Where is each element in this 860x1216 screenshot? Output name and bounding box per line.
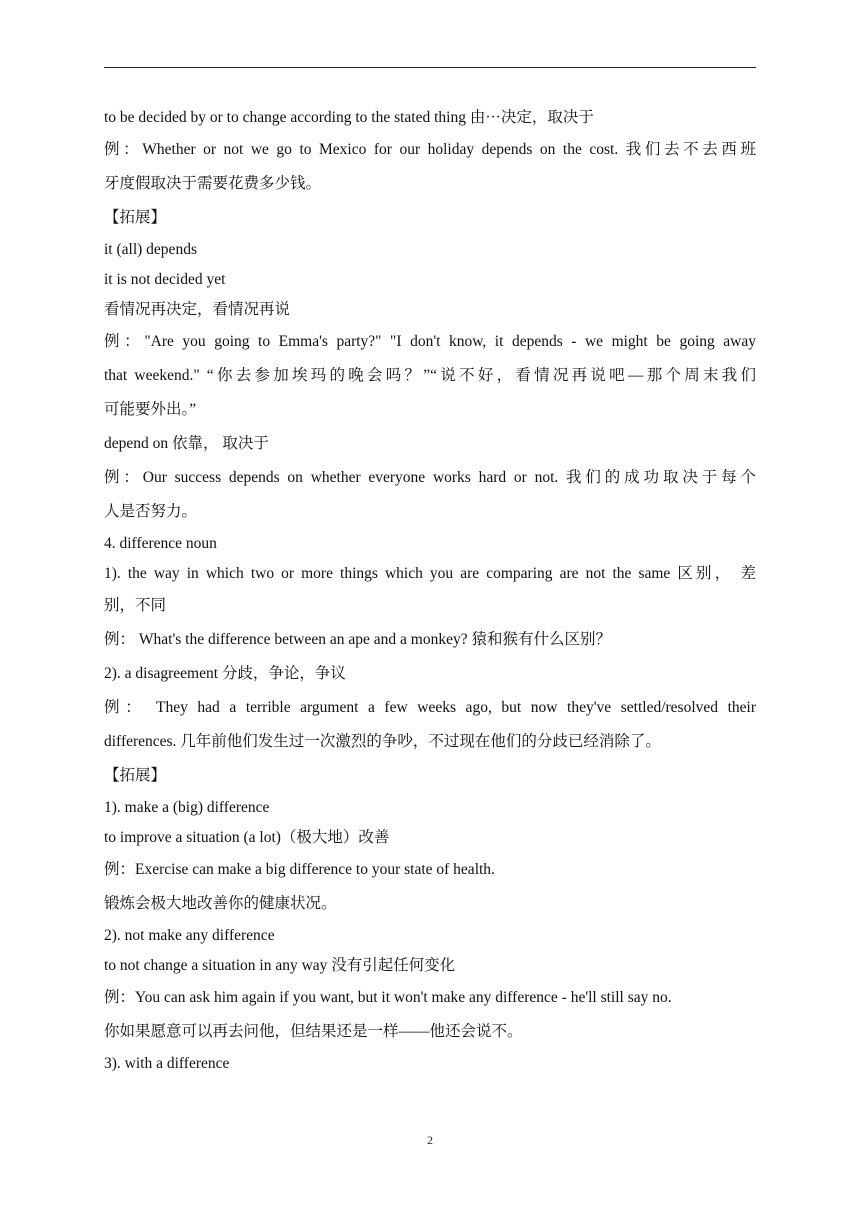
translation-line: 看情况再决定，看情况再说 xyxy=(104,301,291,318)
example-line: 例：Exercise can make a big difference to your state of health. xyxy=(104,861,495,878)
definition-line: it is not decided yet xyxy=(104,271,226,288)
example-line: 例： What's the difference between an ape and a monkey? 猿和猴有什么区别？ xyxy=(104,631,611,648)
example-translation-line: 锻炼会极大地改善你的健康状况。 xyxy=(104,895,337,912)
phrase-line: 1). make a (big) difference xyxy=(104,799,270,816)
entry-heading: 4. difference noun xyxy=(104,535,217,552)
definition-line: to improve a situation (a lot)（极大地）改善 xyxy=(104,829,390,846)
phrase-line: it (all) depends xyxy=(104,241,197,258)
example-translation-line: 可能要外出。” xyxy=(104,401,197,418)
definition-line: 别，不同 xyxy=(104,597,167,614)
example-line: 例： They had a terrible argument a few weeks ago, but now they've settled/resolved their xyxy=(104,699,756,716)
section-heading-extension: 【拓展】 xyxy=(104,767,167,784)
page-number: 2 xyxy=(427,1133,433,1147)
example-line: that weekend." “你去参加埃玛的晚会吗？”“说不好，看情况再说吧—那个周末我们 xyxy=(104,367,756,384)
definition-line: 1). the way in which two or more things which you are comparing are not the same 区别， 差 xyxy=(104,565,756,582)
definition-line: to be decided by or to change according to the stated thing 由···决定，取决于 xyxy=(104,109,594,126)
header-rule xyxy=(104,67,756,68)
example-translation-line: 人是否努力。 xyxy=(104,503,198,520)
example-line: 例："Are you going to Emma's party?" "I don't know, it depends - we might be going away xyxy=(104,333,756,350)
section-heading-extension: 【拓展】 xyxy=(104,209,167,226)
definition-line: 2). a disagreement 分歧，争论，争议 xyxy=(104,665,346,682)
phrase-line: depend on 依靠， 取决于 xyxy=(104,435,269,452)
example-line: 例：Our success depends on whether everyone works hard or not. 我们的成功取决于每个 xyxy=(104,469,756,486)
example-line: 例：Whether or not we go to Mexico for our holiday depends on the cost. 我们去不去西班 xyxy=(104,141,756,158)
example-translation-line: 你如果愿意可以再去问他，但结果还是一样——他还会说不。 xyxy=(104,1023,523,1040)
example-translation-line: 牙度假取决于需要花费多少钱。 xyxy=(104,175,322,192)
document-body xyxy=(104,103,756,1079)
phrase-line: 3). with a difference xyxy=(104,1055,230,1072)
definition-line: to not change a situation in any way 没有引起任何变化 xyxy=(104,957,456,974)
phrase-line: 2). not make any difference xyxy=(104,927,275,944)
example-line: differences. 几年前他们发生过一次激烈的争吵，不过现在他们的分歧已经消除了。 xyxy=(104,733,661,750)
example-line: 例：You can ask him again if you want, but it won't make any difference - he'll still say no. xyxy=(104,989,672,1006)
